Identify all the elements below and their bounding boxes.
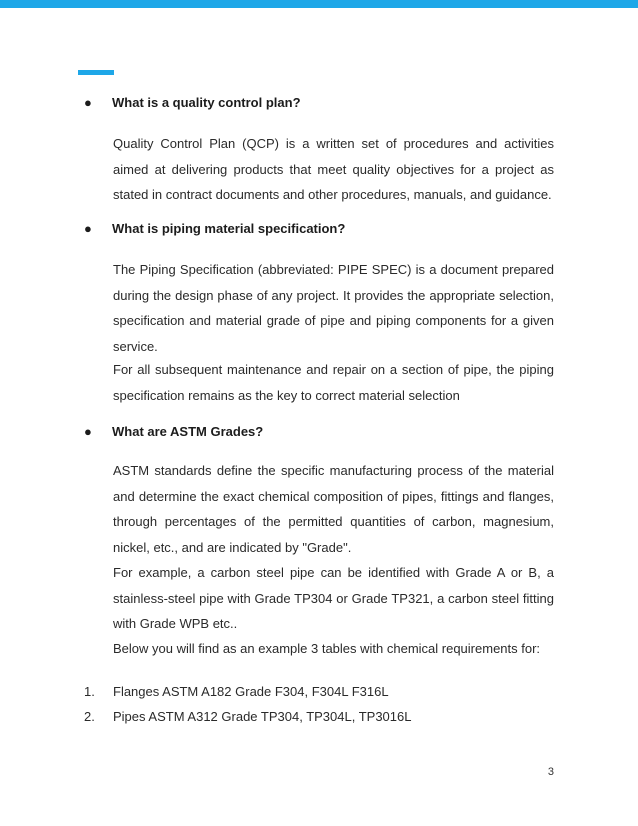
- list-text: Pipes ASTM A312 Grade TP304, TP304L, TP3016L: [113, 709, 412, 724]
- heading-quality-control-plan: [84, 95, 301, 111]
- list-number: 1.: [84, 684, 95, 699]
- paragraph: ASTM standards define the specific manufacturing process of the material and determine the exact chemical composition of pipes, fittings and flanges, through percentages of the permitted quantities of carbon, magnesium, nickel, etc., and are indicated by "Grade".: [113, 463, 554, 555]
- paragraph: The Piping Specification (abbreviated: PIPE SPEC) is a document prepared during the design phase of any project. It provides the appropriate selection, specification and material grade of pipe and piping components for a given service.: [113, 262, 554, 354]
- page-number: 3: [547, 766, 554, 778]
- heading-piping-material-specification: [84, 221, 345, 237]
- question-text: What is piping material specification?: [112, 221, 346, 236]
- list-text: Flanges ASTM A182 Grade F304, F304L F316L: [113, 684, 389, 699]
- list-item: [84, 684, 389, 700]
- paragraph: For all subsequent maintenance and repair on a section of pipe, the piping specification remains as the key to correct material selection: [113, 362, 554, 403]
- paragraph: Below you will find as an example 3 tables with chemical requirements for:: [113, 641, 541, 656]
- bullet-icon: ●: [84, 95, 92, 110]
- paragraph: Quality Control Plan (QCP) is a written set of procedures and activities aimed at delivering products that meet quality objectives for a project as stated in contract documents and other procedures, manuals, and guidance.: [113, 136, 554, 202]
- heading-astm-grades: [84, 424, 263, 440]
- question-text: What are ASTM Grades?: [112, 424, 264, 439]
- question-text: What is a quality control plan?: [112, 95, 301, 110]
- list-item: [84, 709, 411, 725]
- bullet-icon: ●: [84, 424, 92, 439]
- bullet-icon: ●: [84, 221, 92, 236]
- top-accent-bar: [0, 0, 638, 8]
- section-accent-line: [78, 70, 114, 75]
- list-number: 2.: [84, 709, 95, 724]
- paragraph: For example, a carbon steel pipe can be identified with Grade A or B, a stainless-steel pipe with Grade TP304 or Grade TP321, a carbon steel fitting with Grade WPB etc..: [113, 565, 554, 631]
